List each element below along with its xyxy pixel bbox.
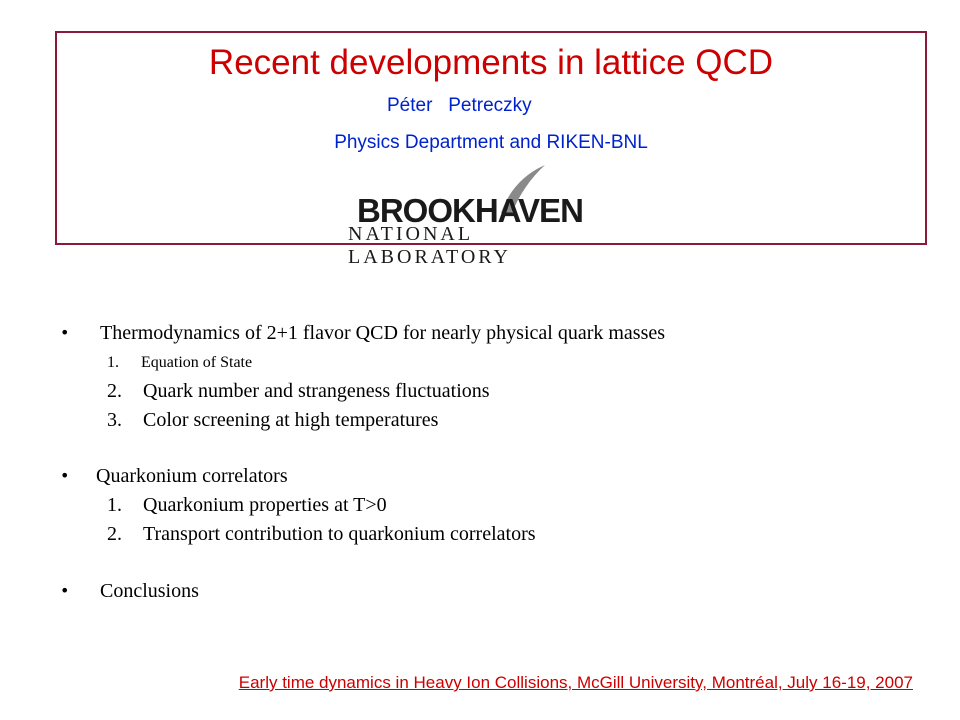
slide-title: Recent developments in lattice QCD (208, 43, 774, 82)
list-item (107, 494, 387, 517)
item-text: Quarkonium properties at T>0 (143, 494, 387, 516)
list-item (107, 523, 536, 546)
item-number: 3. (107, 409, 122, 431)
item-number: 1. (107, 494, 122, 516)
bullet-icon: • (60, 323, 70, 342)
brookhaven-logo (343, 161, 643, 268)
title-box (55, 31, 927, 268)
list-item (107, 354, 252, 372)
list-item (107, 380, 490, 403)
logo-subtitle: NATIONAL LABORATORY (348, 223, 511, 268)
footer-conference-link[interactable]: Early time dynamics in Heavy Ion Collisions, McGill University, Montréal, July 16-19, 2007 (238, 673, 913, 692)
list-item (107, 409, 438, 432)
item-text: Color screening at high temperatures (143, 409, 439, 431)
item-text: Transport contribution to quarkonium correlators (143, 523, 536, 545)
section-heading: Thermodynamics of 2+1 flavor QCD for nearly physical quark masses (100, 322, 666, 344)
bullet-icon: • (60, 581, 70, 600)
item-text: Quark number and strangeness fluctuations (143, 380, 490, 402)
affiliation: Physics Department and RIKEN-BNL (334, 132, 648, 153)
item-number: 2. (107, 523, 122, 545)
author-name: Péter Petreczky (387, 95, 532, 116)
item-number: 2. (107, 380, 122, 402)
item-number: 1. (107, 354, 119, 371)
logo-wordmark: BROOKHAVEN (357, 192, 583, 229)
section-heading: Quarkonium correlators (96, 465, 288, 487)
bullet-icon: • (60, 466, 70, 485)
section-heading: Conclusions (100, 580, 199, 602)
item-text: Equation of State (141, 354, 253, 371)
